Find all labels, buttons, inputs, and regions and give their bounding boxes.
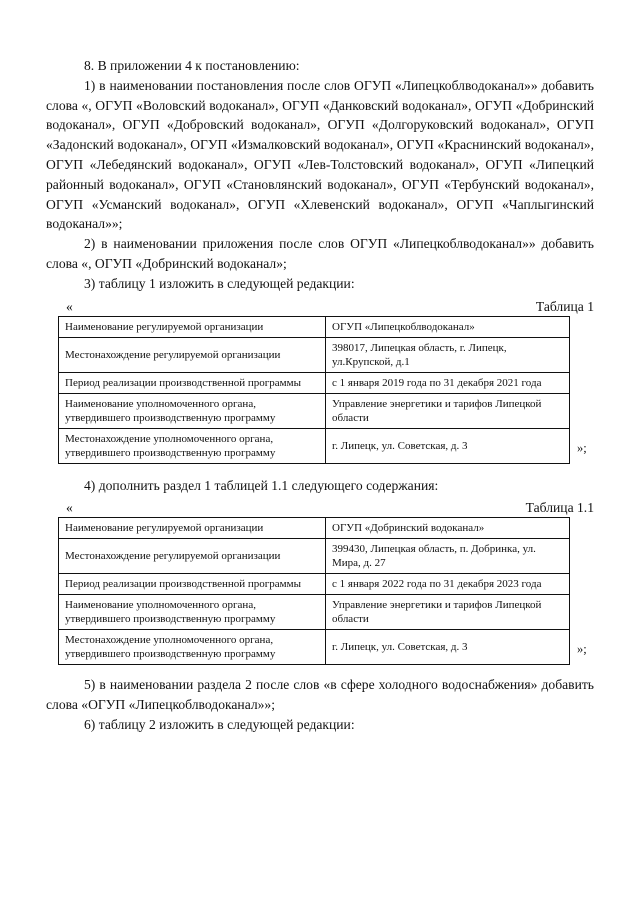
table1-caption: Таблица 1 [535, 298, 594, 314]
table2-wrapper [46, 517, 594, 665]
table-cell: 399430, Липецкая область, п. Добринка, ул. Мира, д. 27 [326, 539, 570, 574]
table-row [59, 574, 570, 595]
table-cell: Управление энергетики и тарифов Липецкой области [326, 595, 570, 630]
table-cell: Местонахождение регулируемой организации [59, 539, 326, 574]
table1-open-quote: « [66, 298, 73, 314]
document-page [46, 56, 594, 735]
table-cell: 398017, Липецкая область, г. Липецк, ул.Крупской, д.1 [326, 337, 570, 372]
paragraph-subitem-3: 3) таблицу 1 изложить в следующей редакции: [84, 275, 355, 291]
table-cell: Период реализации производственной программы [59, 574, 326, 595]
table-row [59, 337, 570, 372]
table-cell: ОГУП «Добринский водоканал» [326, 518, 570, 539]
table-row [59, 539, 570, 574]
table-cell: Наименование регулируемой организации [59, 316, 326, 337]
table-row [59, 428, 570, 463]
table-row [59, 372, 570, 393]
table2-open-quote: « [66, 500, 73, 516]
table-row [59, 393, 570, 428]
table-cell: Наименование регулируемой организации [59, 518, 326, 539]
table-1-1 [58, 517, 570, 665]
table1-caption-row [46, 298, 594, 316]
table-cell: Наименование уполномоченного органа, утвердившего производственную программу [59, 595, 326, 630]
table-cell: Управление энергетики и тарифов Липецкой области [326, 393, 570, 428]
table-1 [58, 316, 570, 464]
table-cell: Местонахождение уполномоченного органа, утвердившего производственную программу [59, 428, 326, 463]
table-cell: Наименование уполномоченного органа, утвердившего производственную программу [59, 393, 326, 428]
table-row [59, 518, 570, 539]
table-cell: Местонахождение регулируемой организации [59, 337, 326, 372]
table-cell: с 1 января 2022 года по 31 декабря 2023 года [326, 574, 570, 595]
paragraph-subitem-4: 4) дополнить раздел 1 таблицей 1.1 следующего содержания: [84, 477, 439, 493]
table-cell: с 1 января 2019 года по 31 декабря 2021 года [326, 372, 570, 393]
paragraph-subitem-6: 6) таблицу 2 изложить в следующей редакции: [84, 716, 355, 732]
paragraph-subitem-5: 5) в наименовании раздела 2 после слов «в сфере холодного водоснабжения» добавить слова «ОГУП «Липецкоблводоканал»»; [46, 677, 594, 713]
table2-caption-row [46, 499, 594, 517]
table2-caption: Таблица 1.1 [525, 500, 594, 516]
paragraph-subitem-2: 2) в наименовании приложения после слов ОГУП «Липецкоблводоканал»» добавить слова «, ОГУП «Добринский водоканал»; [46, 236, 594, 271]
paragraph-subitem-1: 1) в наименовании постановления после слов ОГУП «Липецкоблводоканал»» добавить слова «, ОГУП «Воловский водоканал», ОГУП «Данковский водоканал», ОГУП «Добринский водоканал», ОГУП «Добровский водоканал», ОГУП «Долгоруковский водоканал», ОГУП «Задонский водоканал», ОГУП «Измалковский водоканал», ОГУП «Краснинский водоканал», ОГУП «Лебедянский водоканал», ОГУП «Лев-Толстовский водоканал», ОГУП «Липецкий районный водоканал», ОГУП «Становлянский водоканал», ОГУП «Тербунский водоканал», ОГУП «Усманский водоканал», ОГУП «Хлевенский водоканал», ОГУП «Чаплыгинский водоканал»»; [46, 77, 594, 232]
table1-close-quote: »; [577, 440, 587, 455]
table-row [59, 630, 570, 665]
table-row [59, 316, 570, 337]
table-cell: Период реализации производственной программы [59, 372, 326, 393]
table1-wrapper [46, 316, 594, 464]
paragraph-item-8: 8. В приложении 4 к постановлению: [84, 58, 300, 73]
table2-close-quote: »; [577, 642, 587, 657]
table-cell: Местонахождение уполномоченного органа, утвердившего производственную программу [59, 630, 326, 665]
table-cell: ОГУП «Липецкоблводоканал» [326, 316, 570, 337]
table-cell: г. Липецк, ул. Советская, д. 3 [326, 428, 570, 463]
table-cell: г. Липецк, ул. Советская, д. 3 [326, 630, 570, 665]
table-row [59, 595, 570, 630]
